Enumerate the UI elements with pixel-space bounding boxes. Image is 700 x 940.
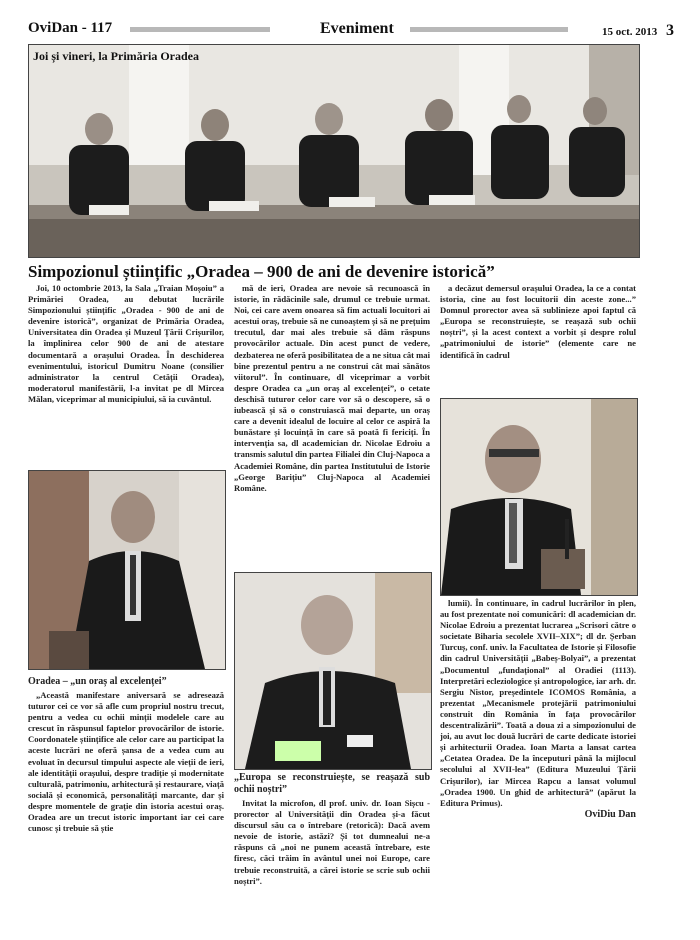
photo-prorector	[234, 572, 432, 770]
issue-date: 15 oct. 2013	[601, 26, 658, 38]
column-2-section	[234, 772, 430, 932]
column-3-paragraph: a decăzut demersul orașului Oradea, la ce a contat istoria, cine au fost locuitorii din aceste zone...” Domnul prorector avea să sublinieze apoi faptul că „Europa se reconstruiește, se reașază sub ochii noștri”, și la acest context a vorbit și despre rolul „patrimoniului de istorie” (elemente care ne identifică în cadrul	[440, 283, 636, 360]
column-2-text	[234, 283, 430, 569]
column-3-text	[440, 283, 636, 387]
author-signature: OviDiu Dan	[584, 808, 636, 820]
section-paragraph: „Această manifestare aniversară se adresează tuturor cei ce vor să afle cum propriul nostru trecut, pentru a vedea cu ochii minții modelele care au crescut în răspunsul faptelor provocărilor de istorie. Coordonatele științifice ale celor care au participat la aceste lucrări ne oferă șansa de a vedea cum au evoluat în decursul timpului aspecte ale vieții de ieri, ale identității orașului, despre tradiție și modernitate culturală, patrimoniu, arhitectură și restaurare, viață socială și economică, personalități marcante, dar și despre momentele de grație din istoria acestui oraș. Oradea are un trecut istoric important iar cei care cunosc și trebuie să știe	[28, 690, 224, 834]
speaker-image-1	[29, 471, 225, 669]
date-and-page	[602, 22, 674, 40]
column-3-section	[440, 598, 636, 932]
publication-issue: OviDan - 117	[28, 20, 113, 36]
page-header	[28, 20, 674, 42]
column-2-paragraph: mă de ieri, Oradea are nevoie să recunoască în istorie, în rădăcinile sale, drumul ce trebuie urmat. Noi, cei care avem onoarea să fim actuali locuitori ai acestui oraș, trebuie să ne cunoaștem și să ne prețuim trecutul, dar mai ales trebuie să dăm răspuns provocărilor actuale. Din acest punct de vedere, dezbaterea ne oferă posibilitatea de a ne situa cât mai bine prezentul pentru a ne construi cât mai sănătos viitorul”. În continuare, dl viceprimar a vorbit despre Oradea ca „un oraș al excelenței”, o cetate deschisă tuturor celor care vor să o descopere, să o iubească și să o construiască mai departe, un oraș care a devenit idealul de locuire al celor ce aspiră la bunăstare și locuință în care să poată fi fericiți. În intervenția sa, dl academician dr. Nicolae Edroiu a transmis salutul din partea Filialei din Cluj-Napoca a Academiei Române, din partea Institutului de Istorie „George Barițiu” Cluj-Napoca al Academiei Române.	[234, 283, 430, 493]
subheading-europa: „Europa se reconstruiește, se reașază sub ochii noștri”	[234, 772, 430, 795]
subheading-oras-excelenta: Oradea – „un oraș al excelenței”	[28, 676, 167, 687]
photo-viceprimar	[28, 470, 226, 670]
header-rule-left	[130, 27, 270, 32]
top-photo	[28, 44, 640, 258]
intro-paragraph: Joi, 10 octombrie 2013, la Sala „Traian Moșoiu” a Primăriei Oradea, au debutat lucrările Simpozionului științific „Oradea - 900 de ani de devenire istorică”, organizat de Primăria Oradea, Universitatea din Oradea și Muzeul Țării Crișurilor, la împlinirea celor 900 de ani de atestare documentară a orașului Oradea. În deschiderea evenimentului, istoricul Dumitru Noane (consilier administrator la centrul Cetății Oradea), moderatorul manifestării, l-a invitat pe dl Mircea Mălan, viceprimar al municipiului, să ia cuvântul.	[28, 283, 224, 404]
speaker-image-2	[235, 573, 431, 769]
column-3-continuation: lumii). În continuare, în cadrul lucrărilor în plen, au fost prezentate noi comunicări: dl academician dr. Nicolae Edroiu a prezentat lucrarea „Scrisori către o societate Biharia secolele XVII–XIX”; dl dr. Șerban Turcuș, conf. univ. la Facultatea de Istorie și Filosofie din cadrul Universității „Babeș-Bolyai”, a prezentat „Documentul „fundațional” al Oradiei (1113). Interpretări ecleziologice și antropologice, iar arh. dr. Sergiu Nistor, președintele ICOMOS România, a prezentat „Mecanismele protejării patrimoniului construit din România în fața provocărilor descentralizării”. Toată a doua zi a simpozionului de joi, au avut loc două lucrări de carte dedicate istoriei și arhitecturii Oradea. Ioan Marta a lansat cartea „Cetatea Oradea. De la începuturi până la mijlocul secolului al XVII-lea” (Editura Muzeului Țării Crișurilor), iar Mircea Rapcu a lansat volumul „Oradea 1900. Un ghid de arhitectură” (apărut la Editura Primus).	[440, 598, 636, 808]
panel-meeting-image	[29, 45, 639, 257]
top-photo-caption: Joi și vineri, la Primăria Oradea	[33, 49, 199, 63]
speaker-image-3	[441, 399, 637, 595]
column-1-section	[28, 676, 224, 932]
photo-speaker-glasses	[440, 398, 638, 596]
article-headline: Simpozionul științific „Oradea – 900 de ani de devenire istorică”	[28, 262, 495, 281]
column-1-intro	[28, 283, 224, 463]
page-number: 3	[666, 22, 674, 39]
header-rule-right	[410, 27, 568, 32]
section-title: Eveniment	[320, 20, 394, 37]
section-paragraph-2: Invitat la microfon, dl prof. univ. dr. Ioan Sișcu - prorector al Universității din Oradea și-a făcut discursul său ca o întrebare (retorică): Dacă avem nevoie de istorie, astăzi? Și tot dumnealui ne-a răspuns că „noi ne punem această întrebare, este firesc, căci trăim în avântul unei noi Europe, care trebuie reconstruită, a cărei istorie se scrie sub ochii noștri”.	[234, 798, 430, 886]
